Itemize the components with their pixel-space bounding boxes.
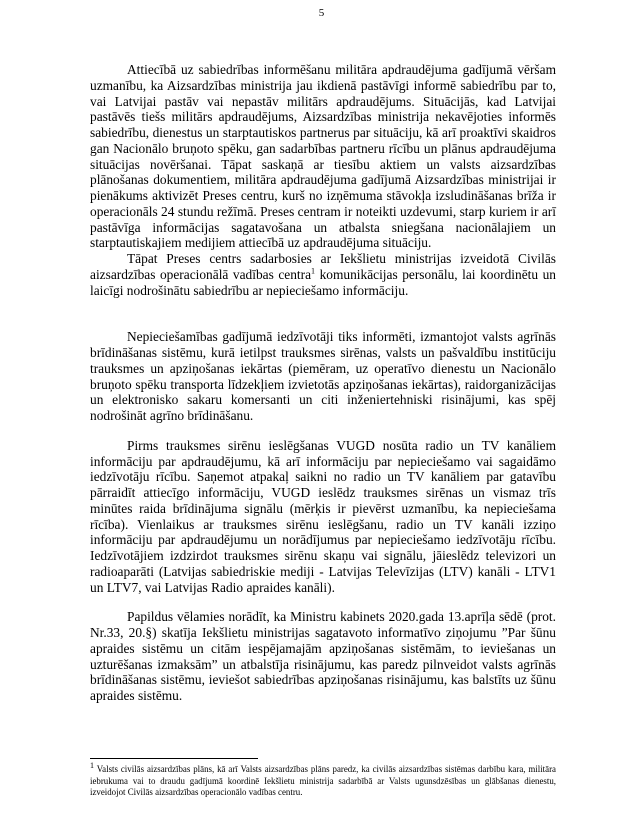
paragraph-spacer (90, 298, 556, 329)
paragraph-military-threat-info: Attiecībā uz sabiedrības informēšanu militāra apdraudējuma gadījumā vēršam uzmanību, ka Aizsardzības ministrija jau ikdienā pastāvīgi informē sabiedrību par to, vai Latvijai pastāv vai nepastāv militārs apdraudējums. Situācijās, kad Latvijai pastāvēs tiešs militārs apdraudējums, Aizsardzības ministrija nekavējoties informēs sabiedrību, dienestus un starptautiskos partnerus par situāciju, kā arī proaktīvi skaidros gan Nacionālo bruņoto spēku, gan sadarbības partneru rīcību un plānus apdraudējuma situācijas novēršanai. Tāpat saskaņā ar tiesību aktiem un valsts aizsardzības plānošanas dokumentiem, militāra apdraudējuma gadījumā Aizsardzības ministrijai ir pienākums aktivizēt Preses centru, kurš no izņēmuma stāvokļa izsludināšanas brīža ir operacionāls 24 stundu režīmā. Preses centram ir noteikti uzdevumi, starp kuriem ir arī pastāvīga informācijas sagatavošana un atbalsta sniegšana nacionālajiem un starptautiskajiem medijiem attiecībā uz apdraudējuma situāciju. (90, 62, 556, 251)
paragraph-spacer (90, 595, 556, 609)
body-text (90, 62, 556, 704)
paragraph-text: Tāpat Preses centrs sadarbosies ar Iekšlietu ministrijas izveidotā Civilās aizsardzības operacionālā vadības centra (90, 251, 556, 282)
footnote-reference[interactable]: 1 (311, 266, 316, 276)
paragraph-early-warning-system: Nepieciešamības gadījumā iedzīvotāji tiks informēti, izmantojot valsts agrīnās brīdināšanas sistēmu, kurā ietilpst trauksmes sirēnas, valsts un pašvaldību institūciju trauksmes un apziņošanas iekārtas (piemēram, uz operatīvo dienestu un Nacionālo bruņoto spēku transporta līdzekļiem izvietotās apziņošanas iekārtas), raidorganizācijas un elektronisko sakaru komersanti un citi inženiertehniski risinājumi, kas spēj nodrošināt agrīno brīdināšanu. (90, 329, 556, 423)
footnote (90, 761, 556, 799)
paragraph-siren-procedure: Pirms trauksmes sirēnu ieslēgšanas VUGD nosūta radio un TV kanāliem informāciju par apdraudējumu, kā arī informāciju par nepieciešamo vai sagaidāmo iedzīvotāju rīcību. Saņemot atpakaļ saikni no radio un TV kanāliem par gatavību pārraidīt attiecīgo informāciju, VUGD ieslēdz trauksmes sirēnas un vismaz trīs minūtes raida brīdinājuma signālu (mērķis ir pievērst uzmanību, ka nepieciešama rīcība). Vienlaikus ar trauksmes sirēnu ieslēgšanu, radio un TV kanāli izziņo informāciju par apdraudējumu un norādījumus par nepieciešamo iedzīvotāju rīcību. Iedzīvotājiem izdzirdot trauksmes sirēnu skaņu vai signālu, jāieslēdz televizori un radioaparāti (Latvijas sabiedriskie mediji - Latvijas Televīzijas (LTV) kanāli - LTV1 un LTV7, vai Latvijas Radio apraides kanāli). (90, 437, 556, 595)
footnote-text: Valsts civilās aizsardzības plāns, kā arī Valsts aizsardzības plāns paredz, ka civilās aizsardzības sistēmas darbību kara, militāra iebrukuma vai to draudu gadījumā koordinē Iekšlietu ministrija sadarbībā ar Valsts ugunsdzēsības un glābšanas dienestu, izveidojot Civilās aizsardzības operacionālo vadības centru. (90, 764, 556, 797)
paragraph-spacer (90, 424, 556, 438)
footnote-separator (90, 758, 258, 759)
footnote-marker: 1 (90, 761, 94, 771)
page-number: 5 (318, 7, 325, 19)
paragraph-press-centre-cooperation (90, 251, 556, 298)
paragraph-cell-broadcast: Papildus vēlamies norādīt, ka Ministru kabinets 2020.gada 13.aprīļa sēdē (prot. Nr.33, 20.§) skatīja Iekšlietu ministrijas sagatavoto informatīvo ziņojumu ”Par šūnu apraides sistēmu un citām iespējamajām apziņošanas sistēmām, to ieviešanas un uzturēšanas izmaksām” un atbalstīja risinājumu, kas paredz pilnveidot valsts agrīnās brīdināšanas sistēmu, ieviešot sabiedrības apziņošanas risinājumu, kas balstīts uz šūnu apraides sistēmu. (90, 609, 556, 703)
paragraph-text: komunikācijas personālu, lai koordinētu un laicīgi nodrošinātu sabiedrību ar nepieciešamo informāciju. (90, 266, 557, 298)
